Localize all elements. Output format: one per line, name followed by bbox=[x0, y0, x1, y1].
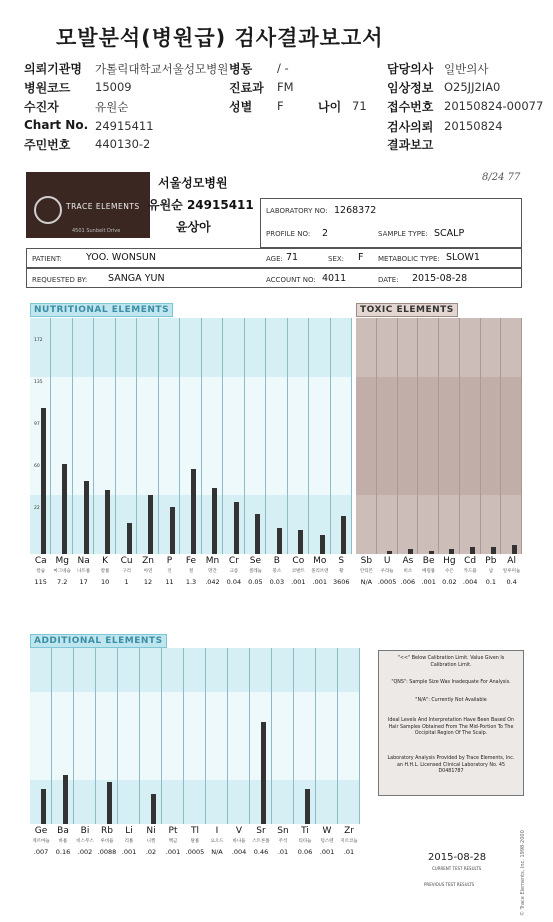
nutritional-symbol-s: S bbox=[338, 556, 345, 566]
note-laboratory: Laboratory Analysis Provided by Trace Elements, Inc. an H.H.L. Licensed Clinical Laboratory No. 45 D0481787 bbox=[387, 756, 515, 774]
toxic-column-cd bbox=[460, 318, 481, 554]
nutritional-korean-mg: 마그네슘 bbox=[53, 569, 71, 574]
toxic-symbol-al: Al bbox=[507, 556, 516, 566]
institution-value: 가톨릭대학교서울성모병원 bbox=[95, 62, 229, 76]
nutritional-bar-co bbox=[298, 530, 303, 554]
toxic-korean-cd: 카드뮴 bbox=[463, 569, 477, 574]
toxic-korean-hg: 수은 bbox=[445, 569, 454, 574]
toxic-bar-be bbox=[429, 551, 434, 554]
nutritional-symbol-k: K bbox=[102, 556, 109, 566]
additional-value-i: N/A bbox=[211, 848, 223, 856]
clinical-value: O25JJ2IA0 bbox=[444, 80, 501, 94]
toxic-value-hg: 0.02 bbox=[442, 578, 457, 586]
additional-symbol-li: Li bbox=[125, 826, 133, 836]
toxic-column-hg bbox=[439, 318, 460, 554]
nutritional-value-mn: .042 bbox=[205, 578, 220, 586]
nutritional-bar-mg bbox=[62, 464, 67, 554]
toxic-value-be: .001 bbox=[421, 578, 436, 586]
additional-value-ti: 0.06 bbox=[297, 848, 313, 856]
dept-value: FM bbox=[277, 80, 294, 94]
toxic-value-as: .006 bbox=[400, 578, 416, 586]
toxic-symbol-hg: Hg bbox=[443, 556, 456, 566]
nutritional-symbol-zn: Zn bbox=[142, 556, 154, 566]
nutritional-korean-k: 칼륨 bbox=[100, 569, 110, 574]
nutritional-value-cu: 1 bbox=[124, 578, 129, 586]
toxic-symbol-sb: Sb bbox=[360, 556, 373, 566]
nutritional-bar-k bbox=[105, 490, 110, 554]
nutritional-bar-b bbox=[277, 528, 282, 554]
dept-label: 진료과 bbox=[229, 81, 264, 95]
additional-symbol-ba: Ba bbox=[57, 826, 69, 836]
additional-bar-ba bbox=[63, 775, 68, 824]
id-label: 주민번호 bbox=[24, 138, 71, 152]
toxic-korean-al: 알루미늄 bbox=[502, 569, 521, 574]
nutritional-korean-mo: 몰리브덴 bbox=[311, 569, 329, 574]
requested-label: REQUESTED BY: bbox=[32, 276, 88, 284]
report-age-label: AGE: bbox=[266, 255, 283, 263]
nutritional-value-k: 10 bbox=[100, 578, 110, 586]
toxic-value-u: .0005 bbox=[377, 578, 397, 586]
age-value: 71 bbox=[352, 99, 367, 113]
additional-column-v bbox=[228, 648, 250, 824]
ward-value: / - bbox=[277, 61, 289, 75]
additional-korean-ge: 게르마늄 bbox=[32, 839, 50, 844]
additional-value-sr: 0.46 bbox=[253, 848, 269, 856]
additional-column-i bbox=[206, 648, 228, 824]
additional-value-pt: .001 bbox=[165, 848, 181, 856]
additional-value-w: .001 bbox=[319, 848, 335, 856]
additional-bar-sr bbox=[261, 722, 266, 824]
nutritional-korean-b: 붕소 bbox=[272, 569, 282, 574]
nutritional-column-cu bbox=[116, 318, 137, 554]
nutritional-bar-cu bbox=[127, 523, 132, 554]
additional-symbol-pt: Pt bbox=[168, 826, 178, 836]
nutritional-scale-tick: 172 bbox=[34, 338, 43, 343]
nutritional-bar-mn bbox=[212, 488, 217, 554]
nutritional-scale-tick: 22 bbox=[34, 506, 40, 511]
toxic-bar-al bbox=[512, 545, 517, 554]
additional-symbol-i: I bbox=[215, 826, 219, 836]
handwriting: 8/24 77 bbox=[482, 172, 521, 183]
lab-info-box bbox=[260, 198, 522, 248]
additional-symbol-zr: Zr bbox=[344, 826, 354, 836]
toxic-bar-cd bbox=[470, 547, 475, 554]
report-date: 2015-08-28 bbox=[412, 273, 468, 284]
additional-value-zr: .01 bbox=[343, 848, 355, 856]
receipt-value: 20150824-00077 bbox=[444, 99, 544, 113]
additional-symbol-sr: Sr bbox=[256, 826, 266, 836]
nutritional-bar-p bbox=[170, 507, 175, 554]
toxic-value-cd: .004 bbox=[462, 578, 478, 586]
nutritional-bar-se bbox=[255, 514, 260, 554]
additional-bar-ti bbox=[305, 789, 310, 824]
metabolic-type: SLOW1 bbox=[446, 252, 480, 263]
nutritional-symbol-mg: Mg bbox=[55, 556, 69, 566]
report-patient-line: 유원순 24915411 bbox=[148, 198, 254, 212]
account-no: 4011 bbox=[322, 273, 347, 284]
toxic-korean-as: 비소 bbox=[403, 569, 413, 574]
lab-no-label: LABORATORY NO: bbox=[266, 207, 328, 215]
age-label: 나이 bbox=[318, 100, 342, 114]
toxic-symbol-cd: Cd bbox=[464, 556, 477, 566]
copyright: © Trace Elements, Inc. 1998-2000 bbox=[520, 830, 526, 916]
note-ideal-levels: Ideal Levels And Interpretation Have Been Based On Hair Samples Obtained From The Mid-Portion To The Occipital Region Of The Scalp. bbox=[387, 718, 515, 736]
toxic-korean-sb: 안티몬 bbox=[359, 569, 373, 574]
additional-value-ba: 0.16 bbox=[55, 848, 71, 856]
nutritional-korean-cr: 크롬 bbox=[229, 569, 239, 574]
nutritional-korean-se: 셀레늄 bbox=[248, 569, 262, 574]
request-label: 검사의뢰 bbox=[387, 120, 434, 134]
sex-label: 성별 bbox=[229, 100, 253, 114]
additional-bar-ge bbox=[41, 789, 46, 824]
additional-korean-sn: 주석 bbox=[278, 839, 288, 844]
nutritional-bar-na bbox=[84, 481, 89, 554]
additional-value-ge: .007 bbox=[33, 848, 49, 856]
additional-column-pt bbox=[162, 648, 184, 824]
nutritional-value-b: 0.03 bbox=[269, 578, 285, 586]
requested-by: SANGA YUN bbox=[108, 273, 165, 284]
additional-symbol-rb: Rb bbox=[101, 826, 113, 836]
patient-name: YOO. WONSUN bbox=[86, 252, 156, 263]
additional-korean-ni: 니켈 bbox=[146, 839, 156, 844]
chart-label: Chart No. bbox=[24, 118, 89, 132]
additional-symbol-ge: Ge bbox=[34, 826, 48, 836]
nutritional-symbol-ca: Ca bbox=[34, 556, 47, 566]
nutritional-korean-na: 나트륨 bbox=[77, 569, 91, 574]
hair-analysis-report bbox=[22, 168, 533, 918]
additional-value-v: .004 bbox=[231, 848, 247, 856]
additional-korean-sr: 스트론튬 bbox=[252, 839, 270, 844]
nutritional-bar-zn bbox=[148, 495, 153, 554]
toxic-value-al: 0.4 bbox=[506, 578, 517, 586]
patient-name-label: PATIENT: bbox=[32, 255, 62, 263]
nutritional-value-fe: 1.3 bbox=[185, 578, 197, 586]
nutritional-korean-zn: 아연 bbox=[143, 569, 153, 574]
page-title: 모발분석(병원급) 검사결과보고서 bbox=[56, 26, 384, 50]
report-age: 71 bbox=[286, 252, 299, 263]
additional-value-ni: .02 bbox=[145, 848, 157, 856]
nutritional-bar-fe bbox=[191, 469, 196, 554]
current-results-label: CURRENT TEST RESULTS bbox=[432, 866, 482, 871]
patient-label: 수진자 bbox=[24, 100, 59, 114]
additional-symbol-v: V bbox=[235, 826, 243, 836]
additional-symbol-w: W bbox=[322, 826, 332, 836]
toxic-symbol-as: As bbox=[402, 556, 414, 566]
profile-label: PROFILE NO: bbox=[266, 230, 311, 238]
additional-column-sn bbox=[272, 648, 294, 824]
nutritional-symbol-cr: Cr bbox=[228, 556, 239, 566]
toxic-korean-u: 우라늄 bbox=[380, 569, 394, 574]
toxic-column-be bbox=[418, 318, 439, 554]
toxic-value-pb: 0.1 bbox=[485, 578, 497, 586]
sample-label: SAMPLE TYPE: bbox=[378, 230, 428, 238]
toxic-symbol-be: Be bbox=[422, 556, 435, 566]
toxic-symbol-pb: Pb bbox=[485, 556, 497, 566]
toxic-column-al bbox=[501, 318, 522, 554]
nutritional-value-na: 17 bbox=[79, 578, 88, 586]
nutritional-korean-fe: 철 bbox=[188, 569, 194, 574]
doctor-value: 일반의사 bbox=[444, 62, 489, 76]
toxic-column-sb bbox=[356, 318, 377, 554]
account-label: ACCOUNT NO: bbox=[266, 276, 316, 284]
additional-korean-pt: 백금 bbox=[168, 839, 178, 844]
additional-value-rb: .0088 bbox=[97, 848, 117, 856]
additional-korean-rb: 루비듐 bbox=[100, 839, 114, 844]
additional-korean-ti: 티타늄 bbox=[298, 839, 312, 844]
additional-symbol-bi: Bi bbox=[80, 826, 90, 836]
logo-address: 4501 Sunbelt Drive bbox=[72, 228, 121, 234]
nutritional-symbol-co: Co bbox=[292, 556, 305, 566]
nutritional-column-b bbox=[266, 318, 287, 554]
nutritional-korean-s: 황 bbox=[339, 569, 344, 574]
nutritional-bar-cr bbox=[234, 502, 239, 554]
toxic-value-sb: N/A bbox=[360, 578, 373, 586]
additional-column-zr bbox=[338, 648, 360, 824]
additional-korean-bi: 비스무스 bbox=[76, 839, 94, 844]
chart-value: 24915411 bbox=[95, 119, 154, 133]
additional-korean-tl: 탈륨 bbox=[190, 839, 200, 844]
nutritional-value-zn: 12 bbox=[143, 578, 153, 586]
nutritional-bar-ca bbox=[41, 408, 46, 554]
nutritional-korean-p: 인 bbox=[167, 569, 172, 574]
note-calibration: "<<" Below Calibration Limit. Value Given Is Calibration Limit. bbox=[397, 656, 505, 668]
additional-korean-zr: 지르코늄 bbox=[340, 839, 358, 844]
additional-korean-i: 요오드 bbox=[210, 839, 224, 844]
additional-value-sn: .01 bbox=[277, 848, 289, 856]
nutritional-title: NUTRITIONAL ELEMENTS bbox=[30, 303, 173, 317]
clinical-label: 임상정보 bbox=[387, 81, 434, 95]
nutritional-bar-s bbox=[341, 516, 346, 554]
nutritional-korean-mn: 망간 bbox=[208, 569, 217, 574]
nutritional-symbol-mo: Mo bbox=[313, 556, 327, 566]
additional-column-li bbox=[118, 648, 140, 824]
toxic-bar-pb bbox=[491, 547, 496, 554]
request-value: 20150824 bbox=[444, 119, 503, 133]
patient-value: 유원순 bbox=[95, 100, 129, 114]
nutritional-value-mg: 7.2 bbox=[57, 578, 68, 586]
toxic-symbol-u: U bbox=[383, 556, 391, 566]
toxic-column-pb bbox=[481, 318, 502, 554]
logo-text: TRACE ELEMENTS bbox=[66, 202, 140, 211]
nutritional-value-se: 0.05 bbox=[248, 578, 263, 586]
toxic-title: TOXIC ELEMENTS bbox=[356, 303, 458, 317]
result-label: 결과보고 bbox=[387, 138, 434, 152]
additional-symbol-tl: Tl bbox=[191, 826, 199, 836]
nutritional-bar-mo bbox=[320, 535, 325, 554]
nutritional-symbol-se: Se bbox=[249, 556, 261, 566]
additional-korean-w: 텅스텐 bbox=[320, 839, 334, 844]
sample-type: SCALP bbox=[434, 228, 465, 239]
nutritional-scale-tick: 135 bbox=[34, 380, 43, 385]
id-value: 440130-2 bbox=[95, 137, 151, 151]
ward-label: 병동 bbox=[229, 62, 253, 76]
toxic-bar-u bbox=[387, 551, 392, 554]
note-qns: "QNS": Sample Size Was Inadequate For Analysis. bbox=[391, 680, 511, 685]
nutritional-symbol-b: B bbox=[273, 556, 280, 566]
additional-korean-li: 리튬 bbox=[124, 839, 134, 844]
additional-korean-v: 바나듐 bbox=[232, 839, 246, 844]
additional-column-tl bbox=[184, 648, 206, 824]
toxic-bar-hg bbox=[449, 549, 454, 554]
additional-symbol-ni: Ni bbox=[146, 826, 156, 836]
nutritional-scale-tick: 97 bbox=[34, 422, 40, 427]
nutritional-korean-co: 코발트 bbox=[291, 569, 305, 574]
additional-value-li: .001 bbox=[121, 848, 137, 856]
hospital-code-value: 15009 bbox=[95, 80, 132, 94]
nutritional-symbol-mn: Mn bbox=[205, 556, 220, 566]
additional-column-bi bbox=[74, 648, 96, 824]
nutritional-symbol-p: P bbox=[166, 556, 173, 566]
globe-icon bbox=[34, 196, 62, 224]
profile-no: 2 bbox=[322, 228, 329, 239]
report-sex-label: SEX: bbox=[328, 255, 345, 263]
additional-symbol-ti: Ti bbox=[301, 826, 309, 836]
toxic-column-u bbox=[377, 318, 398, 554]
nutritional-value-mo: .001 bbox=[312, 578, 328, 586]
receipt-label: 접수번호 bbox=[387, 100, 434, 114]
doctor-label: 담당의사 bbox=[387, 62, 434, 76]
nutritional-column-mo bbox=[309, 318, 330, 554]
report-patient-sign: 윤상아 bbox=[176, 220, 211, 234]
lab-no: 1268372 bbox=[334, 205, 377, 216]
metabolic-label: METABOLIC TYPE: bbox=[378, 255, 440, 263]
additional-value-tl: .0005 bbox=[185, 848, 205, 856]
toxic-bar-as bbox=[408, 549, 413, 554]
toxic-korean-be: 베릴륨 bbox=[422, 569, 436, 574]
date-label: DATE: bbox=[378, 276, 399, 284]
report-sex: F bbox=[358, 252, 364, 263]
nutritional-value-cr: 0.04 bbox=[226, 578, 242, 586]
additional-title: ADDITIONAL ELEMENTS bbox=[30, 634, 167, 648]
additional-column-w bbox=[316, 648, 338, 824]
additional-korean-ba: 바륨 bbox=[58, 839, 68, 844]
additional-value-bi: .002 bbox=[77, 848, 93, 856]
nutritional-column-co bbox=[288, 318, 309, 554]
nutritional-korean-ca: 칼슘 bbox=[36, 569, 46, 574]
additional-symbol-sn: Sn bbox=[277, 826, 289, 836]
nutritional-value-p: 11 bbox=[165, 578, 174, 586]
trace-elements-logo bbox=[26, 172, 150, 238]
nutritional-value-co: .001 bbox=[291, 578, 306, 586]
nutritional-symbol-fe: Fe bbox=[185, 556, 197, 566]
footer-date: 2015-08-28 bbox=[428, 852, 487, 863]
sex-value: F bbox=[277, 99, 284, 113]
nutritional-korean-cu: 구리 bbox=[122, 569, 131, 574]
note-na: "N/A": Currently Not Available bbox=[415, 698, 487, 703]
toxic-korean-pb: 납 bbox=[488, 569, 494, 574]
hospital-code-label: 병원코드 bbox=[24, 81, 71, 95]
additional-bar-ni bbox=[151, 794, 156, 824]
institution-label: 의뢰기관명 bbox=[24, 62, 82, 76]
nutritional-scale-tick: 60 bbox=[34, 464, 40, 469]
previous-results-label: PREVIOUS TEST RESULTS bbox=[424, 882, 475, 887]
nutritional-symbol-cu: Cu bbox=[120, 556, 133, 566]
additional-bar-rb bbox=[107, 782, 112, 824]
nutritional-value-s: 3606 bbox=[332, 578, 350, 586]
toxic-column-as bbox=[398, 318, 419, 554]
report-hospital: 서울성모병원 bbox=[158, 176, 228, 190]
nutritional-symbol-na: Na bbox=[77, 556, 90, 566]
nutritional-value-ca: 115 bbox=[34, 578, 47, 586]
